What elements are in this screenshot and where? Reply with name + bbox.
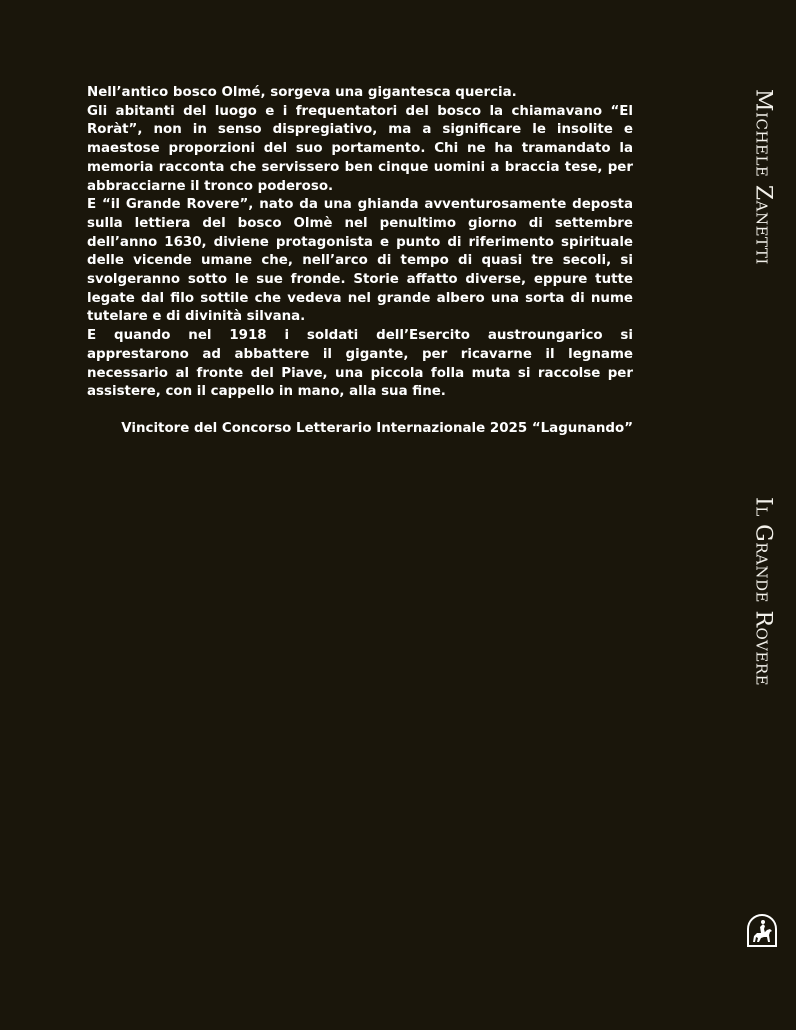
spine-author: Michele Zanetti [750,89,776,265]
spine-title: Il Grande Rovere [750,497,776,687]
horse-rider-logo-icon [744,912,780,948]
blurb-paragraph: E quando nel 1918 i soldati dell’Esercito austroungarico si apprestarono ad abbattere il gigante, per ricavarne il legname necessario al fronte del Piave, una piccola folla muta si raccolse per assistere, con il cappello in mano, alla sua fine. [87,328,633,400]
blurb-paragraph: E “il Grande Rovere”, nato da una ghianda avventurosamente deposta sulla lettiera del bosco Olmè nel penultimo giorno di settembre dell’anno 1630, diviene protagonista e punto di riferimento spirituale delle vicende umane che, nell’arco di tempo di quasi tre secoli, si svolgeranno sotto le sue fronde. Storie affatto diverse, eppure tutte legate dal filo sottile che vedeva nel grande albero una sorta di nume tutelare e di divinità silvana. [87,197,633,325]
spine [730,0,796,1030]
award-line: Vincitore del Concorso Letterario Internazionale 2025 “Lagunando” [121,421,633,436]
blurb [87,84,633,402]
blurb-paragraph: Gli abitanti del luogo e i frequentatori del bosco la chiamavano “El Roràt”, non in senso dispregiativo, ma a significare le insolite e maestose proporzioni del suo portamento. Chi ne ha tramandato la memoria racconta che servissero ben cinque uomini a braccia tese, per abbracciarne il tronco poderoso. [87,103,633,194]
blurb-paragraph: Nell’antico bosco Olmé, sorgeva una gigantesca quercia. [87,85,517,100]
